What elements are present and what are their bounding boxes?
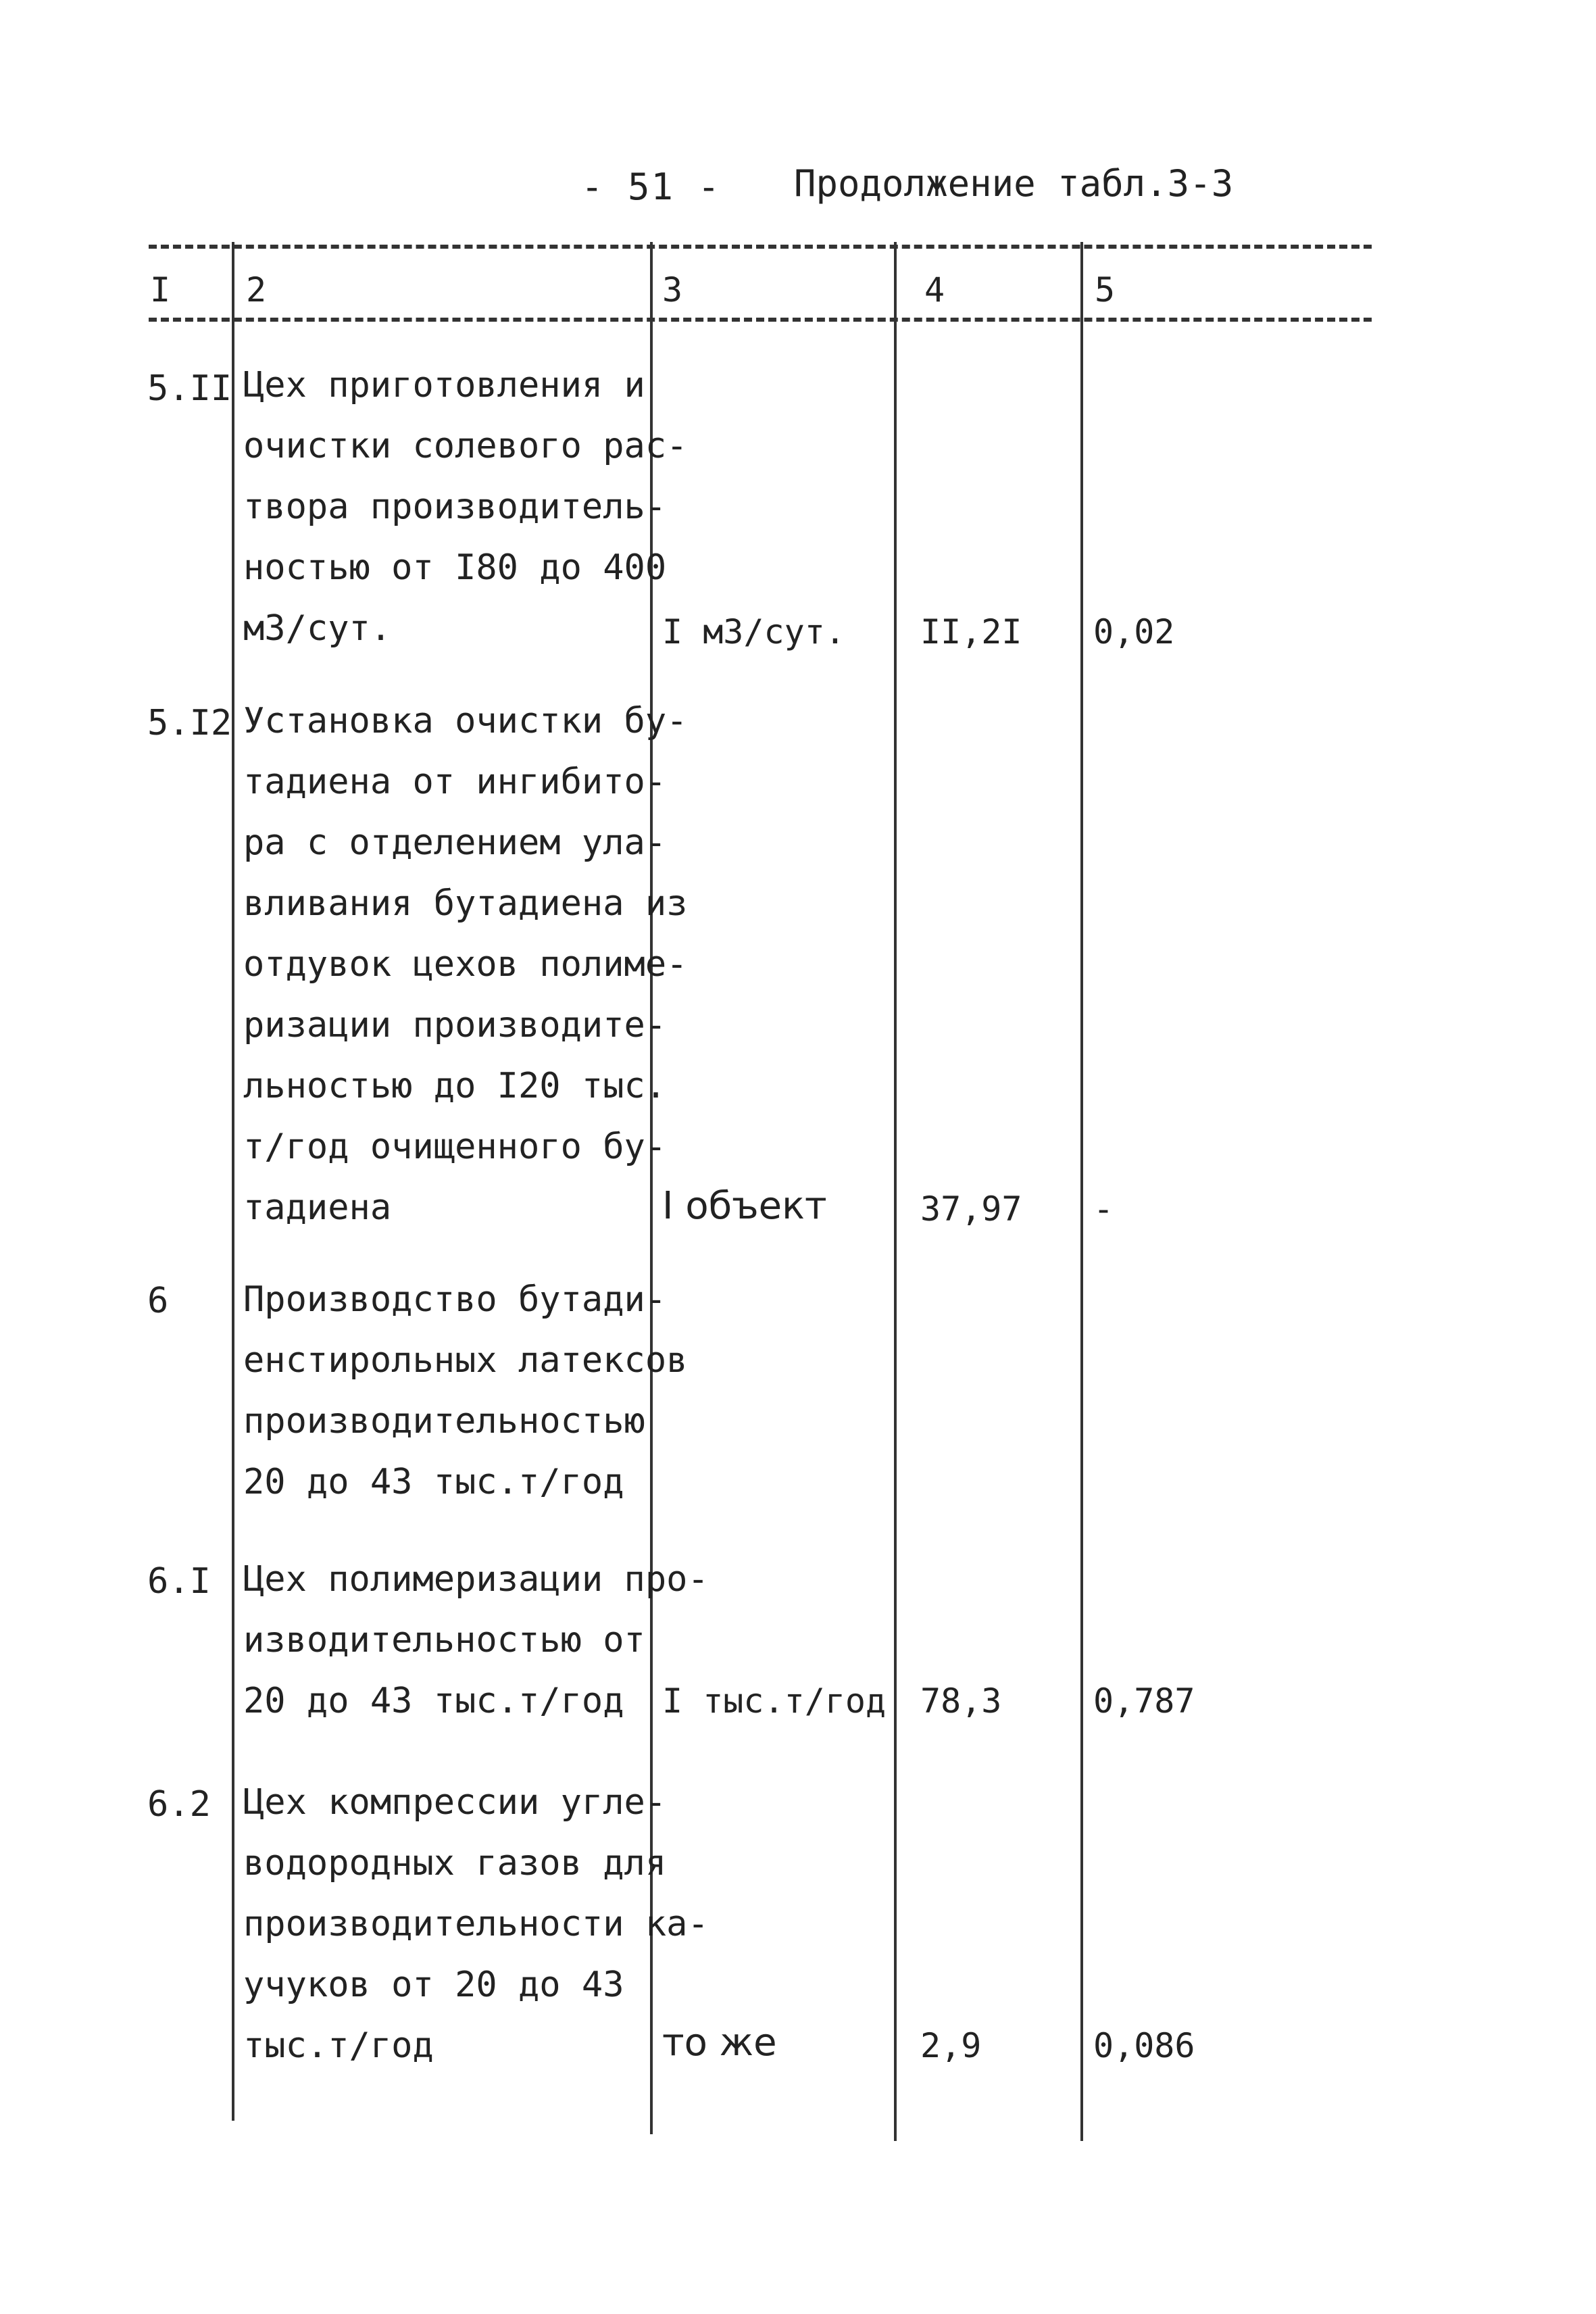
row-value: 2,9 <box>920 2026 982 2065</box>
row-description <box>243 691 688 1238</box>
row-value-2: - <box>1093 1189 1114 1229</box>
column-header-4: 4 <box>924 270 945 310</box>
description-line: тадиена <box>243 1187 392 1228</box>
row-unit: I м3/сут. <box>662 612 845 651</box>
column-header-5: 5 <box>1095 270 1116 310</box>
column-divider-3 <box>894 242 897 2141</box>
row-number: 5.I2 <box>147 703 232 743</box>
description-line: очистки солевого рас- <box>243 426 688 466</box>
page-number: - 51 - <box>581 166 722 208</box>
description-line: водородных газов для <box>243 1843 667 1884</box>
description-line: твора производитель- <box>243 487 667 527</box>
row-number: 6.2 <box>147 1784 211 1825</box>
row-description <box>243 355 688 659</box>
row-unit: I тыс.т/год <box>662 1681 887 1721</box>
description-line: тыс.т/год <box>243 2025 434 2066</box>
column-header-1: I <box>150 270 171 310</box>
row-number: 6.I <box>147 1561 211 1602</box>
description-line: Цех компрессии угле- <box>243 1782 667 1823</box>
description-line: м3/сут. <box>243 608 392 649</box>
description-line: тадиена от ингибито- <box>243 762 667 802</box>
row-value: 37,97 <box>920 1189 1022 1229</box>
description-line: производительностью <box>243 1401 645 1442</box>
row-value-2: 0,086 <box>1093 2026 1195 2065</box>
description-line: отдувок цехов полиме- <box>243 944 688 985</box>
row-number: 5.II <box>147 368 232 409</box>
row-number: 6 <box>147 1281 169 1321</box>
description-line: производительности ка- <box>243 1904 709 1944</box>
table-header-rule <box>149 318 1372 322</box>
table-continuation-title: Продолжение табл.3-3 <box>794 162 1234 205</box>
description-line: ностью от I80 до 400 <box>243 547 667 588</box>
row-description <box>243 1772 709 2076</box>
column-divider-1 <box>232 242 234 2121</box>
description-line: 20 до 43 тыс.т/год <box>243 1462 624 1502</box>
row-description <box>243 1549 709 1731</box>
description-line: т/год очищенного бу- <box>243 1127 667 1167</box>
row-value: II,2I <box>920 612 1022 651</box>
description-line: учуков от 20 до 43 <box>243 1965 624 2005</box>
description-line: ризации производите- <box>243 1005 667 1045</box>
row-unit: I объект <box>662 1184 827 1228</box>
row-value-2: 0,787 <box>1093 1681 1195 1721</box>
description-line: вливания бутадиена из <box>243 883 688 924</box>
column-header-2: 2 <box>246 270 267 310</box>
row-value: 78,3 <box>920 1681 1002 1721</box>
row-description <box>243 1269 688 1512</box>
description-line: изводительностью от <box>243 1620 645 1660</box>
description-line: енстирольных латексов <box>243 1340 688 1381</box>
column-header-3: 3 <box>662 270 683 310</box>
row-unit: то же <box>662 2021 777 2065</box>
description-line: Цех полимеризации про- <box>243 1559 709 1600</box>
description-line: 20 до 43 тыс.т/год <box>243 1681 624 1721</box>
row-value-2: 0,02 <box>1093 612 1175 651</box>
description-line: Производство бутади- <box>243 1279 667 1320</box>
table-top-rule <box>149 245 1372 249</box>
description-line: Установка очистки бу- <box>243 701 688 741</box>
description-line: ра с отделением ула- <box>243 822 667 863</box>
column-divider-4 <box>1080 242 1083 2141</box>
description-line: льностью до I20 тыс. <box>243 1066 667 1106</box>
description-line: Цех приготовления и <box>243 365 645 405</box>
